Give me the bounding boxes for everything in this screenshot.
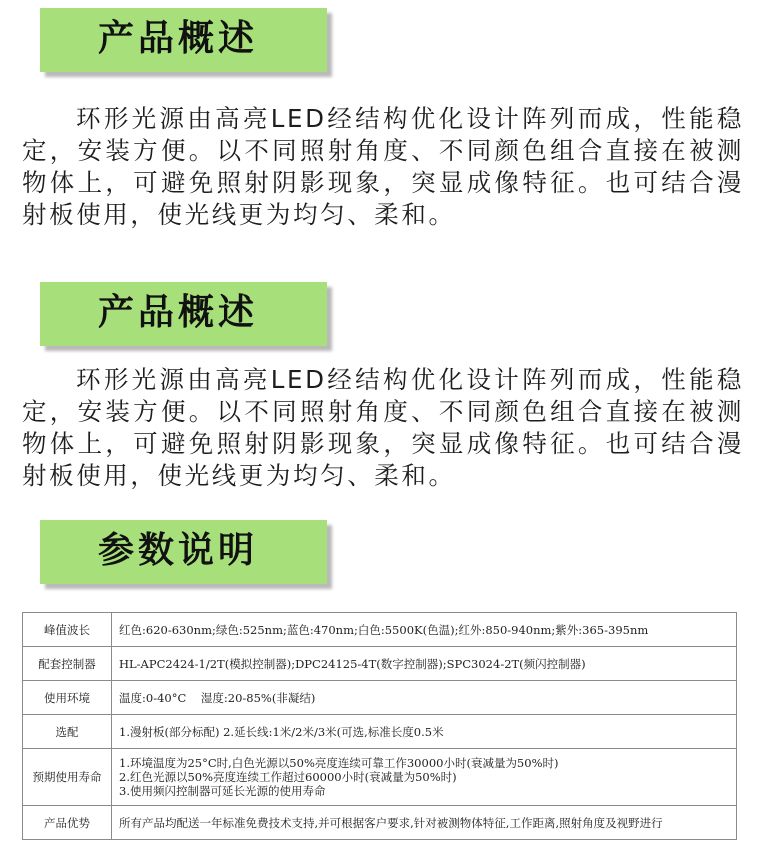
table-row: [23, 681, 737, 715]
row-label: 峰值波长: [23, 613, 112, 647]
section-heading: 产品概述: [98, 292, 259, 333]
table-row: [23, 806, 737, 840]
row-label: 配套控制器: [23, 647, 112, 681]
section-banner-overview-2: [40, 282, 327, 346]
row-value: HL-APC2424-1/2T(模拟控制器);DPC24125-4T(数字控制器);SPC3024-2T(频闪控制器): [112, 647, 737, 681]
table-row: [23, 647, 737, 681]
table-row: [23, 749, 737, 806]
section-banner-overview-1: [40, 8, 327, 72]
spec-table: [22, 612, 737, 840]
table-row: [23, 613, 737, 647]
table-row: [23, 715, 737, 749]
section-heading: 产品概述: [98, 18, 259, 59]
row-label: 使用环境: [23, 681, 112, 715]
lifespan-line: 2.红色光源以50%亮度连续工作超过60000小时(衰减量为50%时): [119, 770, 457, 784]
row-label: 预期使用寿命: [23, 749, 112, 806]
row-label: 产品优势: [23, 806, 112, 840]
row-value: 温度:0-40°C 湿度:20-85%(非凝结): [112, 681, 737, 715]
section-banner-parameters: [40, 520, 327, 584]
row-value: [112, 749, 737, 806]
overview-paragraph: 环形光源由高亮LED经结构优化设计阵列而成，性能稳定，安装方便。以不同照射角度、不同颜色组合直接在被测物体上，可避免照射阴影现象，突显成像特征。也可结合漫射板使用，使光线更为均匀、柔和。: [22, 104, 744, 229]
section-heading: 参数说明: [98, 530, 259, 571]
lifespan-line: 1.环境温度为25°C时,白色光源以50%亮度连续可靠工作30000小时(衰减量为50%时): [119, 756, 559, 770]
row-value: 所有产品均配送一年标准免费技术支持,并可根据客户要求,针对被测物体特征,工作距离,照射角度及视野进行: [112, 806, 737, 840]
row-value: 1.漫射板(部分标配) 2.延长线:1米/2米/3米(可选,标准长度0.5米: [112, 715, 737, 749]
row-label: 选配: [23, 715, 112, 749]
overview-paragraph: 环形光源由高亮LED经结构优化设计阵列而成，性能稳定，安装方便。以不同照射角度、不同颜色组合直接在被测物体上，可避免照射阴影现象，突显成像特征。也可结合漫射板使用，使光线更为均匀、柔和。: [22, 365, 744, 490]
row-value: 红色:620-630nm;绿色:525nm;蓝色:470nm;白色:5500K(色温);红外:850-940nm;紫外:365-395nm: [112, 613, 737, 647]
lifespan-line: 3.使用频闪控制器可延长光源的使用寿命: [119, 784, 326, 798]
